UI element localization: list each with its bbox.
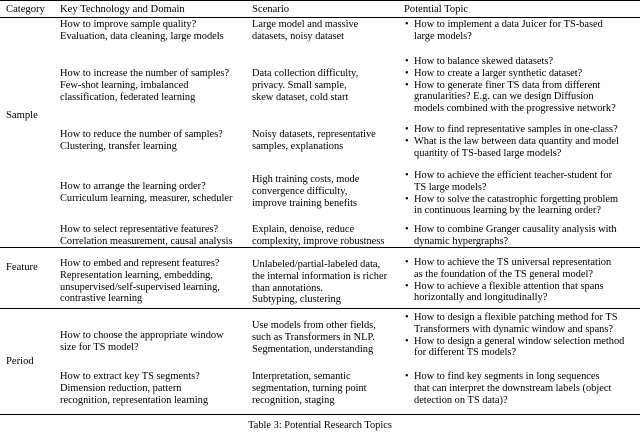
scenario-line: complexity, improve robustness [252,235,385,247]
topic-item: • How to achieve the TS universal representation as the foundation of the TS general model? [404,257,640,281]
bottom-rule [0,414,640,415]
technology-domain: Correlation measurement, causal analysis [60,235,233,247]
technology-question: How to arrange the learning order? [60,181,206,192]
scenario-line: samples, explanations [252,140,344,152]
topic-list [404,224,640,248]
technology-cell [60,330,250,354]
technology-cell [60,129,250,153]
scenario-line: the internal information is richer [252,270,388,282]
technology-cell [60,224,250,248]
scenario-line: than annotations. [252,282,323,294]
technology-domain: Few-shot learning, imbalanced [60,79,189,91]
scenario-cell [252,68,402,103]
technology-domain: Curriculum learning, measurer, scheduler [60,192,233,204]
scenario-line: Subtyping, clustering [252,294,341,306]
topic-list [404,312,640,359]
scenario-line: such as Transformers in NLP. [252,331,375,343]
scenario-cell [252,19,402,43]
technology-domain: Evaluation, data cleaning, large models [60,30,224,42]
header-rule [0,17,640,18]
scenario-line: Use models from other fields, [252,320,376,331]
topic-item: • How to implement a data Juicer for TS-based large models? [404,19,640,43]
scenario-line: Noisy datasets, representative [252,129,376,140]
scenario-line: segmentation, turning point [252,382,367,394]
scenario-line: convergence difficulty, [252,185,348,197]
category-period: Period [6,356,34,367]
technology-question: How to choose the appropriate window [60,330,224,341]
header-topic: Potential Topic [404,4,469,15]
technology-question: How to improve sample quality? [60,19,197,30]
technology-question: How to increase the number of samples? [60,68,230,79]
category-sample: Sample [6,110,38,121]
scenario-line: recognition, staging [252,394,335,406]
table-caption: Table 3: Potential Research Topics [248,420,392,431]
technology-question: How to extract key TS segments? [60,371,200,382]
topic-list [404,19,640,43]
technology-cell [60,19,250,43]
topic-item: • How to achieve a flexible attention that spans horizontally and longitudinally? [404,281,640,305]
technology-domain: Clustering, transfer learning [60,140,177,152]
header-technology: Key Technology and Domain [60,4,185,15]
topic-item: • How to balance skewed datasets? [404,56,640,68]
scenario-line: Unlabeled/partial-labeled data, [252,259,381,270]
scenario-line: Segmentation, understanding [252,343,374,355]
technology-domain: unsupervised/self-supervised learning, [60,281,220,293]
technology-cell [60,258,250,305]
topic-item: • How to generate finer TS data from different granularities? E.g. can we design Diffusion models combined with the progressive network? [404,80,640,115]
technology-cell [60,181,250,205]
scenario-cell [252,174,402,209]
technology-cell [60,371,250,406]
topic-item: • How to design a flexible patching method for TS Transformers with dynamic window and spans? [404,312,640,336]
scenario-line: privacy. Small sample, [252,79,347,91]
topic-item: • How to solve the catastrophic forgetting problem in continuous learning by the learning order? [404,194,640,218]
scenario-line: datasets, noisy dataset [252,30,345,42]
scenario-line: Data collection difficulty, [252,68,359,79]
scenario-cell [252,224,402,248]
topic-item: • How to create a larger synthetic dataset? [404,68,640,80]
technology-domain: contrastive learning [60,293,143,305]
header-category: Category [6,4,45,15]
scenario-line: Interpretation, semantic [252,371,351,382]
technology-domain: Dimension reduction, pattern [60,382,182,394]
topic-list [404,56,640,115]
technology-cell [60,68,250,103]
category-feature: Feature [6,262,38,273]
topic-item: • What is the law between data quantity and model quantity of TS-based large models? [404,136,640,160]
topic-item: • How to find key segments in long sequences that can interpret the downstream labels (object detection on TS data)? [404,371,640,406]
topic-list [404,170,640,217]
topic-list [404,124,640,159]
technology-domain: recognition, representation learning [60,394,209,406]
scenario-cell [252,371,402,406]
scenario-cell [252,129,402,153]
technology-question: How to embed and represent features? [60,258,220,269]
row-divider [0,308,640,309]
scenario-line: skew dataset, cold start [252,91,349,103]
topic-list [404,371,640,406]
scenario-line: Large model and massive [252,19,359,30]
technology-domain: size for TS model? [60,341,139,353]
scenario-line: improve training benefits [252,197,358,209]
topic-item: • How to achieve the efficient teacher-student for TS large models? [404,170,640,194]
scenario-cell [252,320,402,355]
technology-question: How to reduce the number of samples? [60,129,223,140]
topic-list [404,257,640,304]
scenario-cell [252,259,402,306]
technology-question: How to select representative features? [60,224,219,235]
topic-item: • How to find representative samples in one-class? [404,124,640,136]
topic-item: • How to design a general window selection method for different TS models? [404,336,640,360]
scenario-line: High training costs, mode [252,174,360,185]
scenario-line: Explain, denoise, reduce [252,224,355,235]
top-rule [0,0,640,1]
header-scenario: Scenario [252,4,290,15]
technology-domain: classification, federated learning [60,91,196,103]
topic-item: • How to combine Granger causality analysis with dynamic hypergraphs? [404,224,640,248]
technology-domain: Representation learning, embedding, [60,269,213,281]
